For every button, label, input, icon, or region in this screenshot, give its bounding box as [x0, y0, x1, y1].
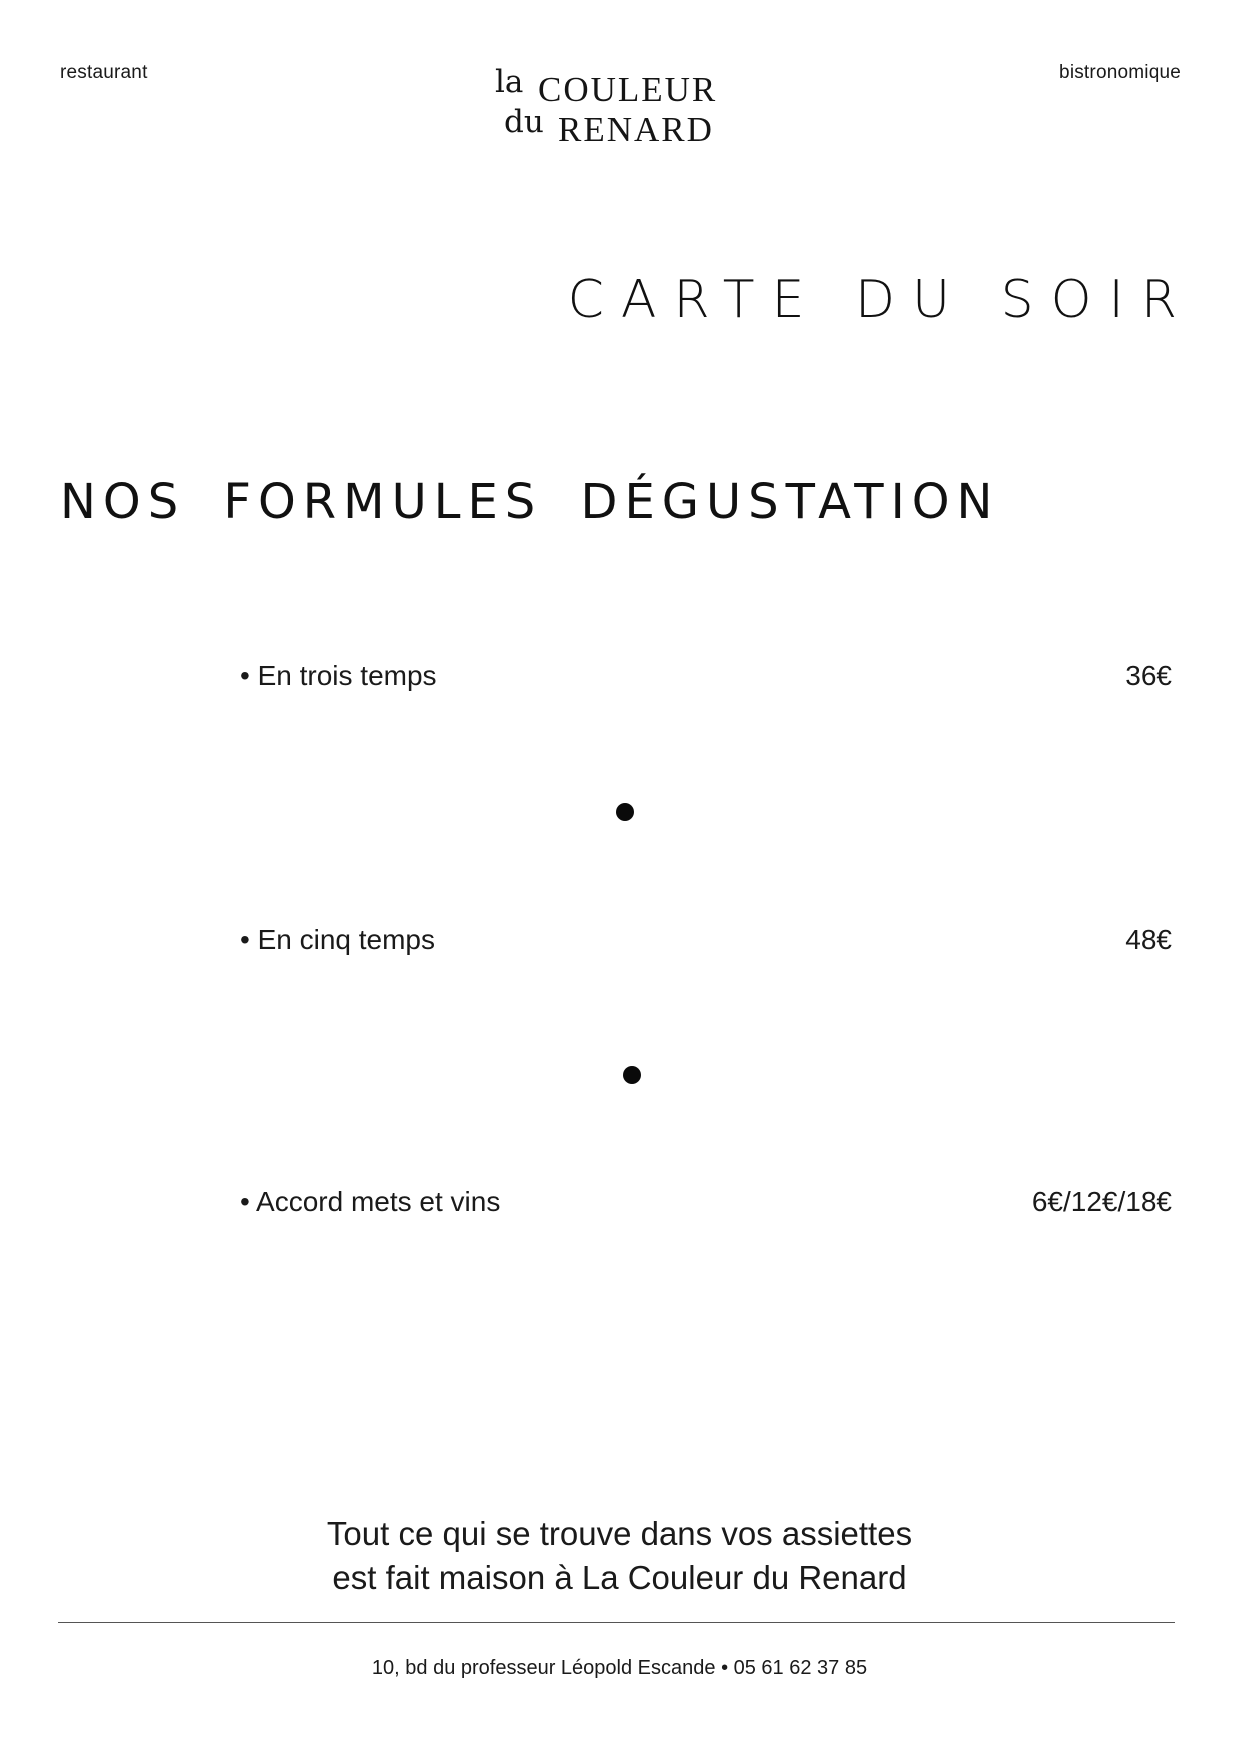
menu-item-price: 6€/12€/18€	[1031, 1186, 1172, 1217]
menu-item-price: 48€	[1125, 924, 1172, 955]
homemade-note-line: Tout ce qui se trouve dans vos assiettes	[326, 1515, 913, 1552]
menu-item-price: 36€	[1125, 660, 1172, 691]
logo-du: du	[504, 104, 544, 140]
logo-la: la	[495, 64, 524, 100]
logo-renard: RENARD	[558, 110, 714, 149]
section-title: NOS FORMULES DÉGUSTATION	[60, 474, 1000, 530]
menu-item-label: • En trois temps	[240, 660, 437, 691]
footer-divider	[58, 1622, 1175, 1623]
page-title: CARTE DU SOIR	[567, 270, 1194, 330]
menu-item-row	[240, 924, 1172, 964]
footer-address: 10, bd du professeur Léopold Escande • 05 61 62 37 85	[371, 1657, 868, 1679]
header-left-label: restaurant	[60, 62, 148, 83]
separator-dot	[623, 1066, 641, 1084]
homemade-note-line: est fait maison à La Couleur du Renard	[332, 1559, 907, 1596]
header-right-label: bistronomique	[1059, 62, 1181, 83]
menu-item-row	[240, 660, 1172, 700]
logo-couleur: COULEUR	[538, 70, 718, 109]
menu-item-row	[240, 1186, 1172, 1226]
restaurant-logo	[490, 62, 760, 162]
menu-item-label: • Accord mets et vins	[240, 1186, 501, 1217]
homemade-note	[0, 1512, 1239, 1600]
menu-item-label: • En cinq temps	[240, 924, 436, 955]
separator-dot	[616, 803, 634, 821]
